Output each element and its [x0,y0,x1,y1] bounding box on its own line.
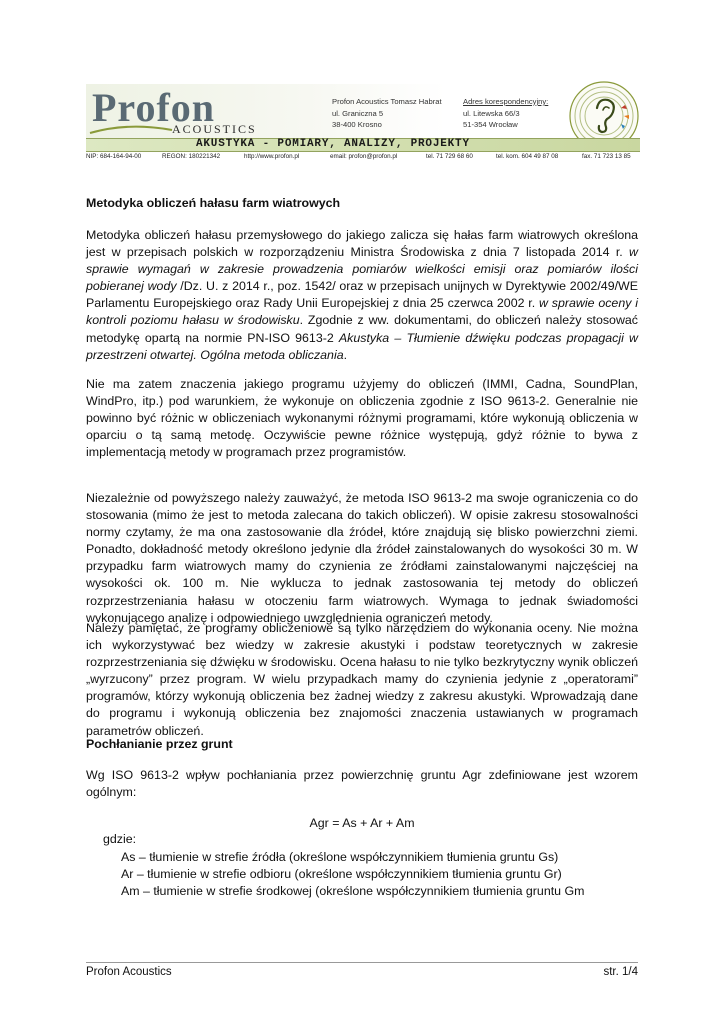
formula: Agr = As + Ar + Am [309,816,415,830]
p1-text-d: w sprawie oceny i kontroli poziomu hałasu w środowisku [86,296,638,328]
address-line: Profon Acoustics Tomasz Habrat [332,97,442,106]
paragraph-1 [86,227,638,364]
contact-line [86,153,640,163]
p1-text-e: . Zgodnie z ww. dokumentami, do obliczeń należy stosować metodykę opartą na normie PN-ISO 9613-2 [86,313,638,345]
nip-text: NIP: 684-164-94-00 [86,153,142,160]
section-title: Pochłanianie przez grunt [86,737,233,751]
definition-item: As – tłumienie w strefie źródła (określone współczynnikiem tłumienia gruntu Gs) [121,850,559,864]
company-logo-subtitle: ACOUSTICS [172,122,257,136]
footer-company: Profon Acoustics [86,966,172,978]
address-line: 38-400 Krosno [332,120,382,130]
tagline-bar [86,138,640,152]
correspondence-title: Adres korespondencyjny: [463,97,549,106]
paragraph-2: Nie ma zatem znaczenia jakiego programu użyjemy do obliczeń (IMMI, Cadna, SoundPlan, WindPro, itp.) pod warunkiem, że wykonuje on obliczenia zgodnie z ISO 9613-2. Generalnie nie powinno być różnic w obliczeniach wykonanymi różnymi programami, które wykonują obliczenia w oparciu o tą samą metodę. Oczywiście pewne różnice występują, gdyż różnie to bywa z implementacją metody w programach przez programistów. [86,377,638,460]
correspondence-line: ul. Litewska 66/3 [463,108,520,118]
company-address [332,96,442,131]
mobile-phone-text: tel. kom. 604 49 87 08 [496,153,559,160]
company-logo-name: Profon [92,85,216,130]
paragraph-3: Niezależnie od powyższego należy zauważyć, że metoda ISO 9613-2 ma swoje ograniczenia co do stosowania (mimo że jest to metoda zalecana do takich obliczeń). W opisie zakresu stosowalności normy czytamy, że ma ona zastosowanie dla źródeł, które znajdują się blisko powierzchni ziemi. Ponadto, dokładność metody określono jedynie dla źródeł zainstalowanych do wysokości 30 m. W przypadku farm wiatrowych mamy do czynienia ze źródłami zainstalowanymi najczęściej na wysokości ok. 100 m. Nie wyklucza to jednak zastosowania tej metody do obliczeń rozprzestrzeniania hałasu w otoczeniu farm wiatrowych. Wymaga to jednak świadomości wykonującego analizę i odpowiedniego uwzględnienia ograniczeń metody. [86,491,638,625]
definition-item: Ar – tłumienie w strefie odbioru (określone współczynnikiem tłumienia gruntu Gr) [121,867,562,882]
regon-text: REGON: 180221342 [162,153,221,160]
where-label: gdzie: [103,832,137,846]
letterhead [86,84,640,166]
definition-item: Am – tłumienie w strefie środkowej (określone współczynnikiem tłumienia gruntu Gm [121,884,585,899]
correspondence-address [463,96,548,131]
logo-swoosh-icon [88,124,174,136]
definition-list [121,849,584,900]
website-link[interactable]: http://www.profon.pl [244,153,300,160]
phone-text: tel. 71 729 68 60 [426,153,473,160]
p1-text-a: Metodyka obliczeń hałasu przemysłowego do jakiego zalicza się hałas farm wiatrowych określona jest w przepisach polskich w rozporządzeniu Ministra Środowiska z dnia 7 listopada 2014 r. [86,228,638,260]
email-link[interactable]: email: profon@profon.pl [330,153,398,160]
company-tagline: AKUSTYKA - POMIARY, ANALIZY, PROJEKTY [196,138,470,150]
paragraph-4: Należy pamiętać, że programy obliczeniowe są tylko narzędziem do wykonania oceny. Nie można ich wykorzystywać bez wiedzy w zakresie akustyki i podstaw teoretycznych w zakresie rozprzestrzeniania się dźwięku w środowisku. Ocena hałasu to nie tylko bezkrytyczny wynik obliczeń „wyrzucony” przez program. W wielu przypadkach mamy do czynienia jedynie z „operatorami” programów, którzy wykonują obliczenia bez żadnej wiedzy z zakresu akustyki. Wprowadzają dane do programu i wykonują obliczenia bez znajomości znaczenia ustawianych w programach parametrów obliczeń. [86,621,638,738]
p1-text-f: Akustyka – Tłumienie dźwięku podczas propagacji w przestrzeni otwartej. Ogólna metoda obliczania [86,330,638,362]
address-line: ul. Graniczna 5 [332,108,384,118]
p1-text-g: . [343,347,348,362]
p1-text-b: w sprawie wymagań w zakresie prowadzenia pomiarów wielkości emisji oraz pomiarów ilości pobieranej wody [86,245,638,294]
document-title: Metodyka obliczeń hałasu farm wiatrowych [86,196,341,210]
fax-text: fax. 71 723 13 85 [582,153,631,160]
page-number: str. 1/4 [603,966,638,978]
p1-text-c: /Dz. U. z 2014 r., poz. 1542/ oraz w przepisach unijnych w Dyrektywie 2002/49/WE Parlamentu Europejskiego oraz Rady Unii Europejskiej z dnia 25 czerwca 2002 r. [86,279,638,311]
paragraph-5: Wg ISO 9613-2 wpływ pochłaniania przez powierzchnię gruntu Agr zdefiniowane jest wzorem ogólnym: [86,768,638,800]
footer-divider [86,962,638,963]
correspondence-line: 51-354 Wrocław [463,120,518,130]
